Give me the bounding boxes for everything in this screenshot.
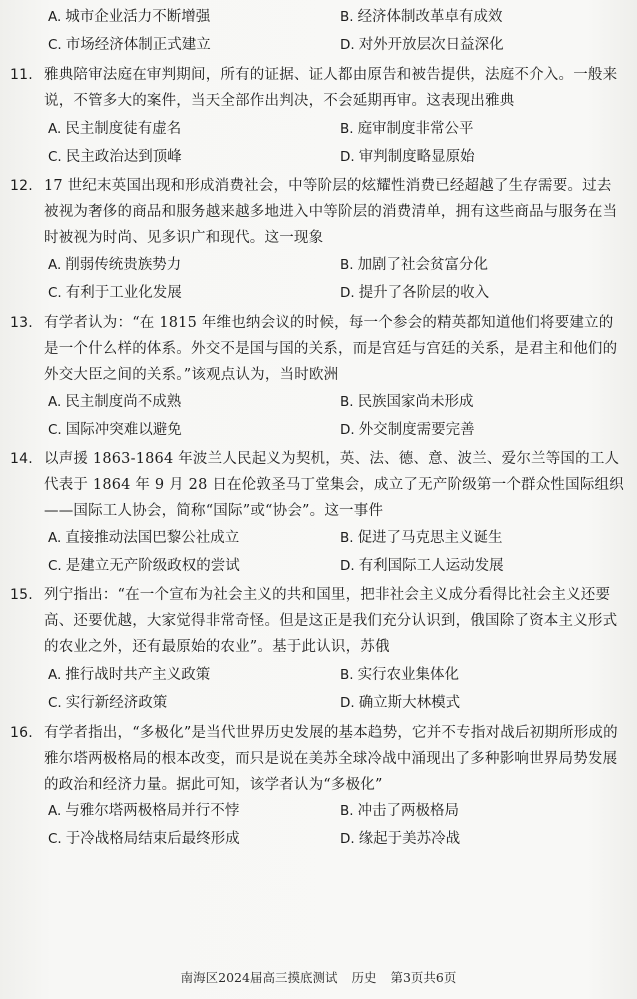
q16-option-b: B. 冲击了两极格局 (340, 803, 460, 819)
question-14-stem: 14. 以声援 1863-1864 年波兰人民起义为契机，英、法、德、意、波兰、爱尔兰等国的工人代表于 1864 年 9 月 28 日在伦敦圣马丁堂集会，成立了无产阶级第一个群众性国际组织——国际工人协会，简称“国际”或“协会”。这一事件 (44, 446, 626, 524)
q11-option-a: A. 民主制度徒有虚名 (48, 121, 182, 137)
q14-option-b: B. 促进了马克思主义诞生 (340, 530, 503, 546)
q11-option-b: B. 庭审制度非常公平 (340, 121, 474, 137)
q13-option-a: A. 民主制度尚不成熟 (48, 394, 182, 410)
q14-option-a: A. 直接推动法国巴黎公社成立 (48, 530, 240, 546)
question-12-stem: 12. 17 世纪末英国出现和形成消费社会，中等阶层的炫耀性消费已经超越了生存需要。过去被视为奢侈的商品和服务越来越多地进入中等阶层的消费清单，拥有这些商品与服务在当时被视为时尚、见多识广和现代。这一现象 (44, 173, 626, 251)
q13-option-c: C. 国际冲突难以避免 (48, 422, 182, 438)
question-number: 12. (10, 178, 33, 194)
q12-option-c: C. 有利于工业化发展 (48, 285, 182, 301)
question-number: 16. (10, 725, 33, 741)
footer-page-number: 第3页共6页 (390, 970, 457, 985)
question-number: 14. (10, 451, 33, 467)
question-number: 15. (10, 587, 33, 603)
question-number: 13. (10, 315, 33, 331)
q11-option-c: C. 民主政治达到顶峰 (48, 149, 182, 165)
q10-option-c: C. 市场经济体制正式建立 (48, 37, 211, 53)
q15-option-c: C. 实行新经济政策 (48, 695, 168, 711)
question-15-stem: 15. 列宁指出：“在一个宣布为社会主义的共和国里，把非社会主义成分看得比社会主义还要高、还要优越，大家觉得非常奇怪。但是这正是我们充分认识到，俄国除了资本主义形式的农业之外，还有最原始的农业”。基于此认识，苏俄 (44, 582, 626, 660)
q14-option-c: C. 是建立无产阶级政权的尝试 (48, 558, 240, 574)
q12-option-b: B. 加剧了社会贫富分化 (340, 257, 489, 273)
q11-option-d: D. 审判制度略显原始 (340, 149, 475, 165)
q12-option-a: A. 削弱传统贵族势力 (48, 257, 182, 273)
q10-option-a: A. 城市企业活力不断增强 (48, 9, 211, 25)
q10-option-b: B. 经济体制改革卓有成效 (340, 9, 503, 25)
footer-exam-title: 南海区2024届高三摸底测试 (180, 970, 338, 985)
footer-subject: 历史 (351, 970, 377, 985)
question-11-stem: 11. 雅典陪审法庭在审判期间，所有的证据、证人都由原告和被告提供，法庭不介入。一般来说，不管多大的案件，当天全部作出判决，不会延期再审。这表现出雅典 (44, 62, 626, 114)
q16-option-a: A. 与雅尔塔两极格局并行不悖 (48, 803, 240, 819)
q15-option-d: D. 确立斯大林模式 (340, 695, 461, 711)
q13-option-d: D. 外交制度需要完善 (340, 422, 475, 438)
q14-option-d: D. 有利国际工人运动发展 (340, 558, 504, 574)
q15-option-b: B. 实行农业集体化 (340, 667, 460, 683)
question-number: 11. (10, 67, 33, 83)
q12-option-d: D. 提升了各阶层的收入 (340, 285, 490, 301)
question-13-stem: 13. 有学者认为：“在 1815 年维也纳会议的时候，每一个参会的精英都知道他们将要建立的是一个什么样的体系。外交不是国与国的关系，而是宫廷与宫廷的关系，是君主和他们的外交大臣之间的关系。”该观点认为，当时欧洲 (44, 310, 626, 388)
page-footer (0, 968, 637, 986)
q13-option-b: B. 民族国家尚未形成 (340, 394, 474, 410)
q16-option-d: D. 缘起于美苏冷战 (340, 831, 461, 847)
question-16-stem: 16. 有学者指出，“多极化”是当代世界历史发展的基本趋势，它并不专指对战后初期所形成的雅尔塔两极格局的根本改变，而只是说在美苏全球冷战中涌现出了多种影响世界局势发展的政治和经济力量。据此可知，该学者认为“多极化” (44, 720, 626, 798)
q10-option-d: D. 对外开放层次日益深化 (340, 37, 504, 53)
q15-option-a: A. 推行战时共产主义政策 (48, 667, 211, 683)
q16-option-c: C. 于冷战格局结束后最终形成 (48, 831, 240, 847)
